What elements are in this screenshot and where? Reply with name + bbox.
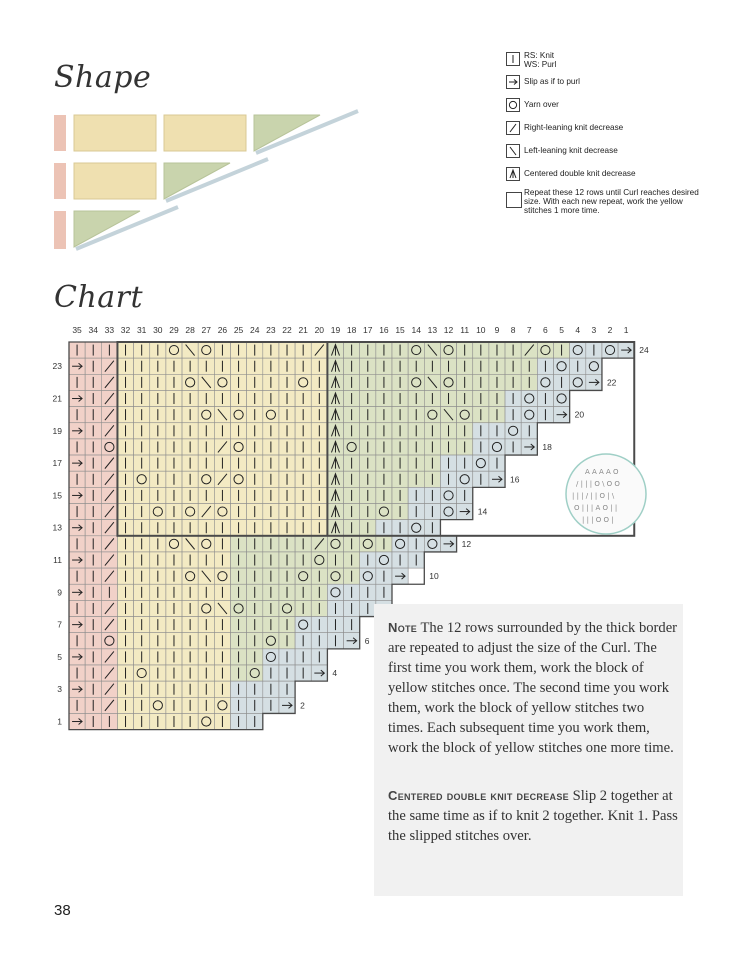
note-box xyxy=(374,604,683,896)
column-number: 20 xyxy=(314,325,325,335)
column-number: 5 xyxy=(559,325,564,335)
row-number-right: 22 xyxy=(606,377,617,388)
chart-cell xyxy=(134,471,150,487)
chart-cell xyxy=(521,407,537,423)
row-number-left: 5 xyxy=(57,651,62,662)
column-number: 28 xyxy=(185,325,195,335)
chart-cell xyxy=(198,342,214,358)
centered-decrease-paragraph xyxy=(388,786,678,846)
row-number-right: 18 xyxy=(542,441,552,452)
column-number: 17 xyxy=(363,325,373,335)
column-number: 33 xyxy=(104,325,115,335)
column-number: 26 xyxy=(217,325,228,335)
chart-cell xyxy=(424,536,440,552)
chart-cell xyxy=(440,504,456,520)
chart-cell xyxy=(521,390,537,406)
column-number: 12 xyxy=(443,325,454,335)
chart-cell xyxy=(570,342,586,358)
chart-cell xyxy=(101,439,117,455)
chart-cell xyxy=(473,455,489,471)
column-number: 1 xyxy=(623,325,629,335)
column-number: 19 xyxy=(330,325,341,335)
note-lead: Note xyxy=(388,620,418,635)
chart-cell xyxy=(376,552,392,568)
column-number: 21 xyxy=(298,325,308,335)
svg-text:/ | | | O \ O O: / | | | O \ O O xyxy=(576,480,620,488)
column-number: 7 xyxy=(526,325,532,335)
chart-cell xyxy=(489,439,505,455)
legend-label-centered-dec: Centered double knit decrease xyxy=(524,169,636,178)
chart-cell xyxy=(150,697,166,713)
row-number-left: 3 xyxy=(57,684,62,695)
chart-cell xyxy=(101,633,117,649)
chart-cell xyxy=(182,374,198,390)
chart-cell xyxy=(457,471,473,487)
chart-cell xyxy=(198,407,214,423)
chart-cell xyxy=(554,358,570,374)
column-number: 29 xyxy=(169,325,179,335)
legend-label-left-dec: Left-leaning knit decrease xyxy=(524,146,618,155)
legend-label-slip: Slip as if to purl xyxy=(524,77,580,86)
chart-cell xyxy=(505,423,521,439)
chart-cell xyxy=(166,536,182,552)
chart-cell xyxy=(279,600,295,616)
chart-cell xyxy=(231,600,247,616)
chart-cell xyxy=(295,617,311,633)
chart-cell xyxy=(263,633,279,649)
row-number-left: 19 xyxy=(52,425,62,436)
centered-lead: Centered double knit decrease xyxy=(388,788,569,803)
centered-text: Slip 2 together at the same time as if to knit 2 together. Knit 1. Pass the slipped stitches over. xyxy=(388,788,678,844)
column-number: 32 xyxy=(120,325,131,335)
row-number-right: 12 xyxy=(461,538,472,549)
column-number: 35 xyxy=(72,325,82,335)
row-number-left: 1 xyxy=(57,716,62,727)
column-number: 9 xyxy=(494,325,500,335)
shape-heading: Shape xyxy=(54,60,152,95)
column-number: 27 xyxy=(201,325,212,335)
chart-cell xyxy=(311,552,327,568)
row-number-left: 7 xyxy=(57,619,62,630)
chart-cell xyxy=(570,374,586,390)
row-number-right: 4 xyxy=(332,668,338,679)
chart-cell xyxy=(182,568,198,584)
chart-heading: Chart xyxy=(54,280,144,315)
chart-cell xyxy=(457,407,473,423)
chart-cell xyxy=(408,520,424,536)
note-paragraph xyxy=(388,618,678,758)
chart-cell xyxy=(440,342,456,358)
chart-cell xyxy=(327,536,343,552)
chart-cell xyxy=(214,568,230,584)
chart-cell xyxy=(231,439,247,455)
chart-cell xyxy=(360,536,376,552)
chart-cell xyxy=(360,568,376,584)
column-number: 14 xyxy=(411,325,421,335)
svg-text:O | | | A O | |: O | | | A O | | xyxy=(574,504,618,512)
column-number: 4 xyxy=(575,325,581,335)
column-number: 15 xyxy=(395,325,405,335)
legend-label-purl: WS: Purl xyxy=(524,60,557,69)
chart-cell xyxy=(231,471,247,487)
chart-cell xyxy=(198,713,214,729)
chart-cell xyxy=(344,439,360,455)
row-number-right: 14 xyxy=(477,506,488,517)
chart-cell xyxy=(327,584,343,600)
legend-label-right-dec: Right-leaning knit decrease xyxy=(524,123,624,132)
chart-cell xyxy=(247,665,263,681)
chart-cell xyxy=(327,568,343,584)
row-number-right: 6 xyxy=(364,635,370,646)
chart-cell xyxy=(182,504,198,520)
column-number: 10 xyxy=(476,325,486,335)
column-number: 13 xyxy=(427,325,438,335)
column-number: 22 xyxy=(282,325,292,335)
column-number: 8 xyxy=(510,325,516,335)
note-text: The 12 rows surrounded by the thick border are repeated to adjust the size of the Curl. The first time you work them, work the block of yellow stitches once. The second time you work them, work the block of yellow stitches two times. Each subsequent time you work them, work the block of yellow stitches one more time. xyxy=(388,620,678,756)
column-number: 18 xyxy=(346,325,357,335)
column-number: 34 xyxy=(88,325,98,335)
svg-text:| | | / | | O | \: | | | / | | O | \ xyxy=(572,492,615,500)
chart-cell xyxy=(214,504,230,520)
chart-cell xyxy=(376,504,392,520)
svg-text:| | | O O |: | | | O O | xyxy=(582,516,614,524)
chart-cell xyxy=(198,471,214,487)
svg-text:A A A A O: A A A A O xyxy=(585,468,619,476)
legend-label-knit: RS: Knit xyxy=(524,51,555,60)
chart-cell xyxy=(602,342,618,358)
chart-cell xyxy=(554,390,570,406)
column-number: 23 xyxy=(266,325,276,335)
chart-cell xyxy=(586,358,602,374)
column-number: 11 xyxy=(460,325,470,335)
row-number-left: 15 xyxy=(52,490,62,501)
chart-cell xyxy=(231,407,247,423)
chart-cell xyxy=(408,374,424,390)
column-number: 2 xyxy=(607,325,613,335)
chart-cell xyxy=(440,487,456,503)
chart-cell xyxy=(295,374,311,390)
page-number: 38 xyxy=(54,902,71,919)
column-number: 25 xyxy=(233,325,244,335)
row-number-left: 17 xyxy=(52,458,62,469)
row-number-left: 21 xyxy=(52,393,62,404)
row-number-left: 23 xyxy=(52,361,62,372)
chart-cell xyxy=(263,649,279,665)
row-number-left: 11 xyxy=(53,555,62,566)
chart-cell xyxy=(392,536,408,552)
chart-cell xyxy=(263,407,279,423)
column-number: 30 xyxy=(153,325,163,335)
chart-cell xyxy=(198,600,214,616)
legend-label-yarn-over: Yarn over xyxy=(524,100,559,109)
chart-cell xyxy=(214,697,230,713)
row-number-right: 2 xyxy=(300,700,305,711)
chart-cell xyxy=(440,374,456,390)
row-number-right: 16 xyxy=(510,474,520,485)
chart-cell xyxy=(537,342,553,358)
row-number-right: 10 xyxy=(429,571,439,582)
chart-cell xyxy=(295,568,311,584)
chart-cell xyxy=(166,342,182,358)
chart-cell xyxy=(198,536,214,552)
stitch-swatch xyxy=(566,454,646,534)
column-number: 31 xyxy=(136,325,147,335)
chart-cell xyxy=(150,504,166,520)
column-number: 16 xyxy=(379,325,389,335)
chart-cell xyxy=(408,342,424,358)
column-number: 24 xyxy=(249,325,260,335)
row-number-left: 13 xyxy=(52,522,62,533)
row-number-left: 9 xyxy=(57,587,62,598)
legend-label-repeat: Repeat these 12 rows until Curl reaches desired size. With each new repeat, work the yellow stitches 1 more time. xyxy=(524,188,699,215)
chart-cell xyxy=(134,665,150,681)
chart-cell xyxy=(537,374,553,390)
row-number-right: 24 xyxy=(639,345,649,356)
row-number-right: 20 xyxy=(574,409,585,420)
column-number: 3 xyxy=(591,325,597,335)
chart-cell xyxy=(214,374,230,390)
column-number: 6 xyxy=(543,325,548,335)
chart-cell xyxy=(424,407,440,423)
